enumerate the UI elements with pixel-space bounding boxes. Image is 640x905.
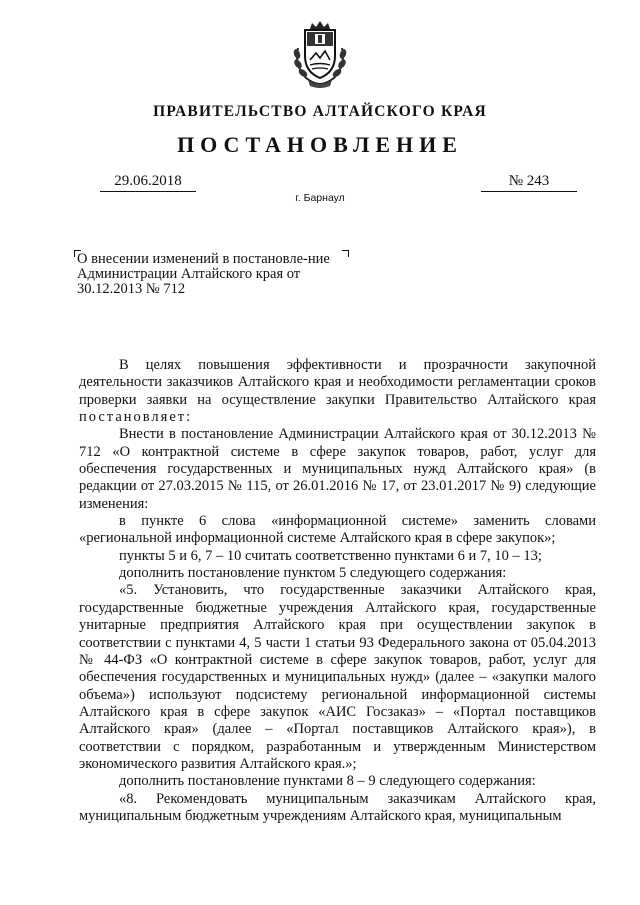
- resolution-keyword: постановляет:: [79, 409, 193, 426]
- preamble-text: В целях повышения эффективности и прозрачности закупочной деятельности заказчиков Алтайского края и необходимости регламентации сроков проверки заявки на осуществление закупки Правительство Алтайского края: [79, 357, 596, 408]
- organization-name: ПРАВИТЕЛЬСТВО АЛТАЙСКОГО КРАЯ: [153, 103, 487, 120]
- paragraph-preamble: [79, 357, 596, 426]
- paragraph: дополнить постановление пунктом 5 следующего содержания:: [119, 565, 507, 582]
- city-name: г. Барнаул: [295, 192, 345, 204]
- coat-of-arms-icon: [288, 20, 352, 90]
- paragraph: «5. Установить, что государственные заказчики Алтайского края, государственные бюджетные учреждения Алтайского края, государственные унитарные предприятия Алтайского края при осуществлении закупок в соответствии с пунктами 4, 5 части 1 статьи 93 Федерального закона от 05.04.2013 № 44-ФЗ «О контрактной системе в сфере закупок товаров, работ, услуг для обеспечения государственных и муниципальных нужд» (далее – «закупки малого объема») используют подсистему региональной информационной системы Алтайского края в сфере закупок «АИС Госзаказ» – «Портал поставщиков Алтайского края» (далее – «Портал поставщиков Алтайского края»), в соответствии с порядком, разработанным и утвержденным Министерством экономического развития Алтайского края.»;: [79, 582, 596, 772]
- document-date: 29.06.2018: [100, 173, 196, 192]
- document-body: [79, 357, 596, 825]
- document-number: № 243: [481, 173, 577, 192]
- paragraph: Внести в постановление Администрации Алтайского края от 30.12.2013 № 712 «О контрактной системе в сфере закупок товаров, работ, услуг для обеспечения государственных и муниципальных нужд Алтайского края» (в редакции от 27.03.2015 № 115, от 26.01.2016 № 17, от 23.01.2017 № 9) следующие изменения:: [79, 426, 596, 512]
- paragraph: в пункте 6 слова «информационной системе» заменить словами «региональной информационной системе Алтайского края в сфере закупок»;: [79, 513, 596, 547]
- paragraph: дополнить постановление пунктами 8 – 9 следующего содержания:: [119, 773, 536, 790]
- paragraph: «8. Рекомендовать муниципальным заказчикам Алтайского края, муниципальным бюджетным учреждениям Алтайского края, муниципальным: [79, 790, 596, 824]
- document-subject: О внесении изменений в постановле-ние Администрации Алтайского края от 30.12.2013 № 712: [77, 251, 330, 297]
- document-type: ПОСТАНОВЛЕНИЕ: [177, 132, 463, 157]
- paragraph: пункты 5 и 6, 7 – 10 считать соответственно пунктами 6 и 7, 10 – 13;: [119, 547, 542, 564]
